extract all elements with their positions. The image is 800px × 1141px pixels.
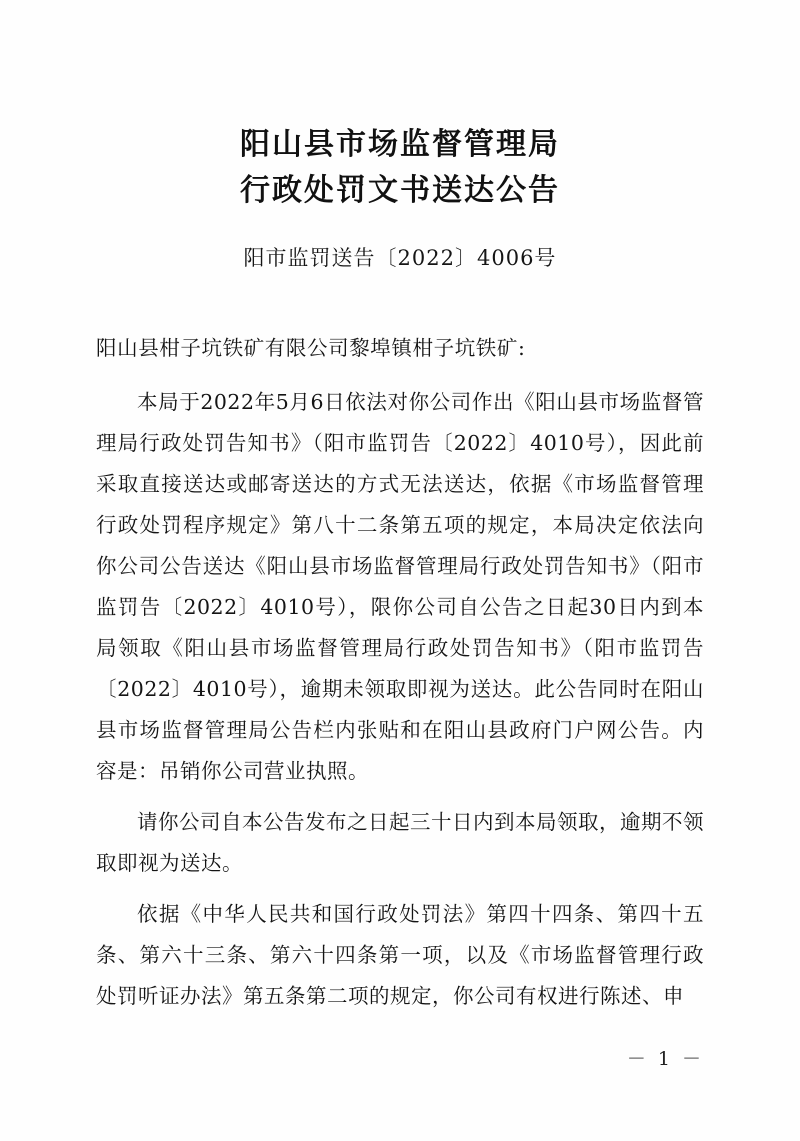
title-line-1: 阳山县市场监督管理局 [240,127,560,162]
page-number: － 1 － [626,1048,704,1070]
paragraph-3: 依据《中华人民共和国行政处罚法》第四十四条、第四十五条、第六十三条、第六十四条第一项，以及《市场监督管理行政处罚听证办法》第五条第二项的规定，你公司有权进行陈述、申 [96,902,704,1008]
title-line-2: 行政处罚文书送达公告 [240,173,560,208]
document-title [96,0,704,214]
paragraph-2: 请你公司自本公告发布之日起三十日内到本局领取，逾期不领取即视为送达。 [96,810,704,875]
paragraph-1: 本局于2022年5月6日依法对你公司作出《阳山县市场监督管理局行政处罚告知书》（阳市监罚告〔2022〕4010号），因此前采取直接送达或邮寄送达的方式无法送达，依据《市场监督管理行政处罚程序规定》第八十二条第五项的规定，本局决定依法向你公司公告送达《阳山县市场监督管理局行政处罚告知书》（阳市监罚告〔2022〕4010号），限你公司自公告之日起30日内到本局领取《阳山县市场监督管理局行政处罚告知书》（阳市监罚告〔2022〕4010号），逾期未领取即视为送达。此公告同时在阳山县市场监督管理局公告栏内张贴和在阳山县政府门户网公告。内容是：吊销你公司营业执照。 [96,390,704,783]
document-body [96,328,704,1017]
document-number: 阳市监罚送告〔2022〕4006号 [243,246,557,270]
salutation: 阳山县柑子坑铁矿有限公司黎埠镇柑子坑铁矿: [96,336,526,360]
